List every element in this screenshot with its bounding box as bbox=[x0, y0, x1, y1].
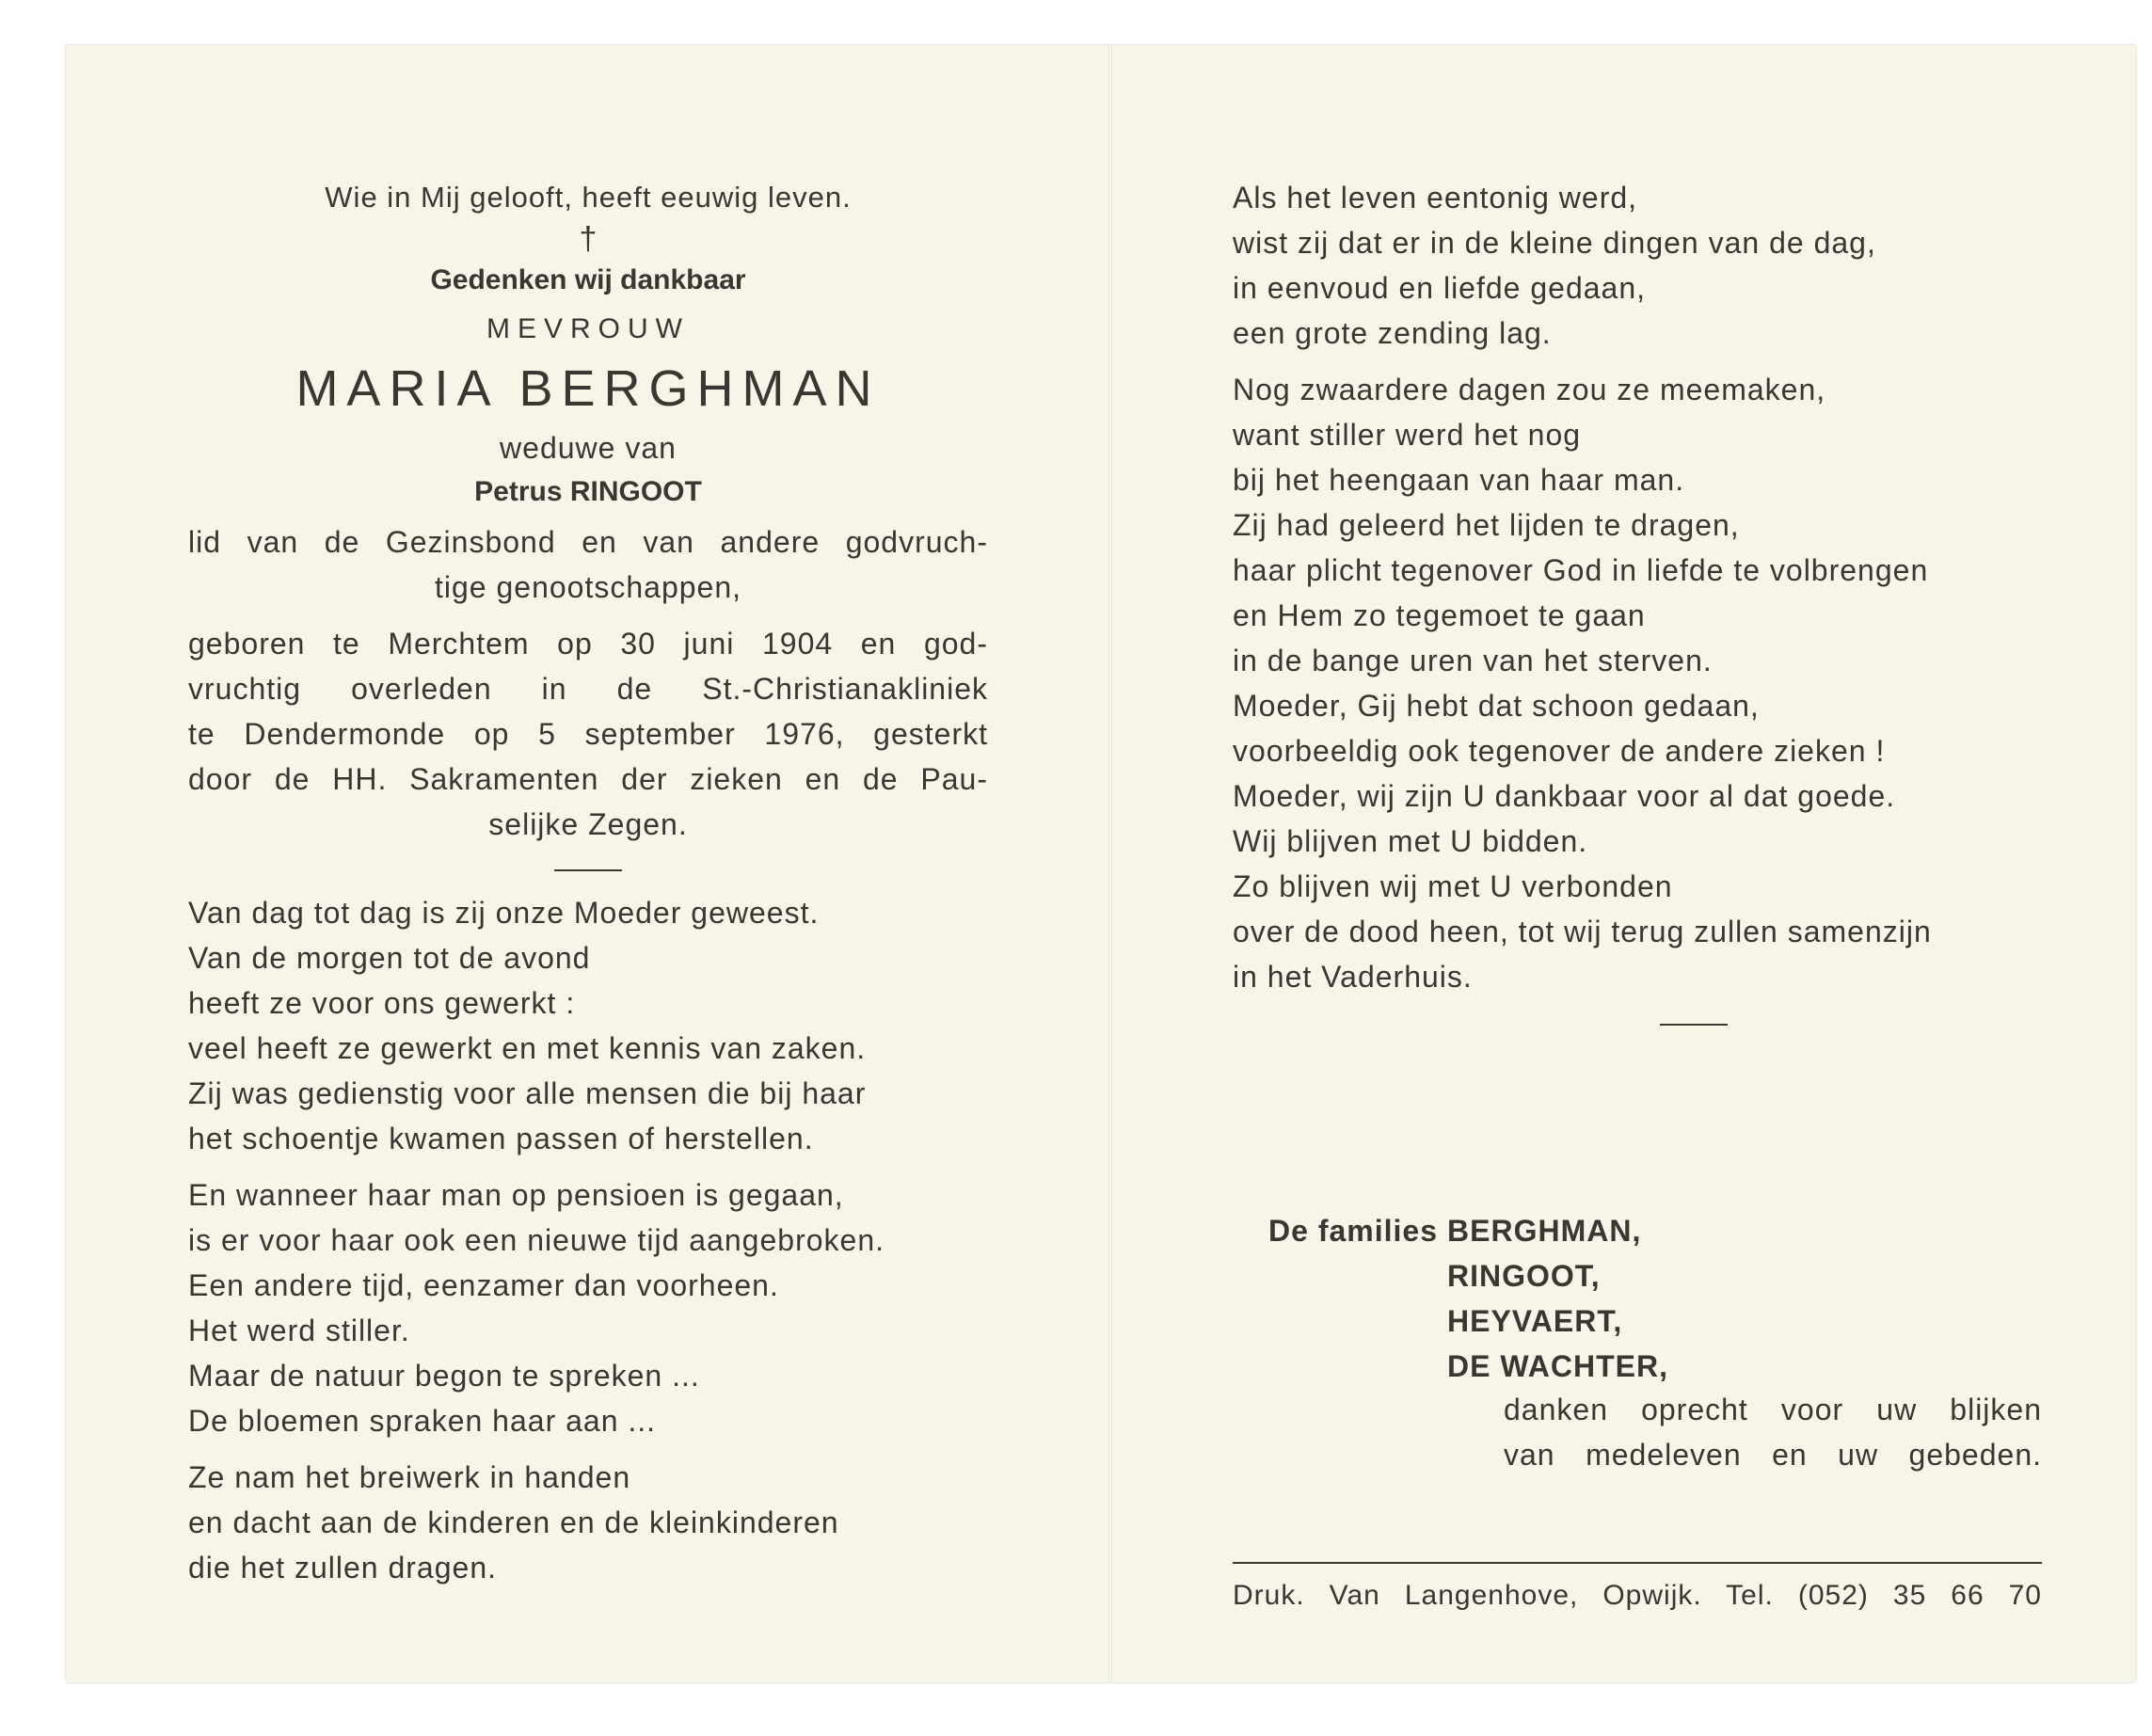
poem-stanza-1 bbox=[188, 890, 988, 1161]
left-panel bbox=[188, 45, 988, 1682]
family-row bbox=[1233, 1344, 2042, 1389]
poem-line: Ze nam het breiwerk in handen bbox=[188, 1460, 631, 1494]
poem-line: Als het leven eentonig werd, bbox=[1233, 181, 1638, 215]
poem-line: Zij had geleerd het lijden te dragen, bbox=[1233, 508, 1740, 542]
bio-line-1: geboren te Merchtem op 30 juni 1904 en god- bbox=[188, 627, 988, 661]
poem-line: het schoentje kwamen passen of herstellen. bbox=[188, 1122, 814, 1155]
poem-line: Een andere tijd, eenzamer dan voorheen. bbox=[188, 1268, 779, 1302]
separator-right bbox=[1660, 1024, 1728, 1026]
poem-line: Nog zwaardere dagen zou ze meemaken, bbox=[1233, 373, 1826, 406]
poem-line: Van de morgen tot de avond bbox=[188, 941, 591, 975]
poem-line: wist zij dat er in de kleine dingen van de dag, bbox=[1233, 226, 1876, 260]
poem-line: bij het heengaan van haar man. bbox=[1233, 463, 1685, 497]
family-name: BERGHMAN, bbox=[1447, 1214, 1642, 1248]
poem-line: over de dood heen, tot wij terug zullen samenzijn bbox=[1233, 915, 1932, 948]
separator bbox=[554, 869, 622, 871]
poem-stanza-right-2 bbox=[1233, 367, 2042, 999]
poem-line: Moeder, Gij hebt dat schoon gedaan, bbox=[1233, 689, 1760, 723]
poem-line: Moeder, wij zijn U dankbaar voor al dat goede. bbox=[1233, 779, 1896, 813]
bio-line-3: te Dendermonde op 5 september 1976, gesterkt bbox=[188, 717, 988, 751]
title-prefix: MEVROUW bbox=[486, 313, 690, 344]
printer-rule bbox=[1233, 1562, 2042, 1564]
gedenken-heading: Gedenken wij dankbaar bbox=[430, 264, 746, 295]
family-name: HEYVAERT, bbox=[1447, 1304, 1623, 1338]
poem-line: Zo blijven wij met U verbonden bbox=[1233, 869, 1673, 903]
poem-line: een grote zending lag. bbox=[1233, 316, 1552, 350]
poem-line: in eenvoud en liefde gedaan, bbox=[1233, 271, 1647, 305]
member-line-2: tige genootschappen, bbox=[434, 570, 742, 604]
poem-line: En wanneer haar man op pensioen is gegaan, bbox=[188, 1178, 844, 1212]
family-row bbox=[1233, 1298, 2042, 1344]
deceased-name: MARIA BERGHMAN bbox=[295, 360, 881, 417]
right-panel bbox=[1233, 45, 2042, 1682]
thanks-line-2: van medeleven en uw gebeden. bbox=[1504, 1438, 2042, 1472]
cross-icon: † bbox=[579, 221, 598, 257]
poem-line: Het werd stiller. bbox=[188, 1314, 410, 1347]
bio-line-5: selijke Zegen. bbox=[488, 807, 688, 841]
memorial-card bbox=[66, 45, 2136, 1682]
poem-line: heeft ze voor ons gewerkt : bbox=[188, 986, 576, 1020]
poem-line: en Hem zo tegemoet te gaan bbox=[1233, 598, 1646, 632]
family-name: RINGOOT, bbox=[1447, 1259, 1601, 1293]
poem-line: want stiller werd het nog bbox=[1233, 418, 1582, 452]
poem-stanza-2 bbox=[188, 1172, 988, 1443]
family-row bbox=[1233, 1208, 2042, 1253]
bio-line-2: vruchtig overleden in de St.-Christianakliniek bbox=[188, 672, 988, 706]
family-row bbox=[1233, 1253, 2042, 1298]
poem-line: Wij blijven met U bidden. bbox=[1233, 824, 1588, 858]
thanks-block bbox=[1504, 1387, 2042, 1477]
poem-line: voorbeeldig ook tegenover de andere zieken ! bbox=[1233, 734, 1886, 768]
poem-stanza-3 bbox=[188, 1455, 988, 1590]
poem-line: in de bange uren van het sterven. bbox=[1233, 644, 1713, 677]
families-label: De families bbox=[1268, 1214, 1438, 1248]
bio-line-4: door de HH. Sakramenten der zieken en de Pau- bbox=[188, 762, 988, 796]
poem-line: en dacht aan de kinderen en de kleinkinderen bbox=[188, 1505, 839, 1539]
poem-line: veel heeft ze gewerkt en met kennis van zaken. bbox=[188, 1031, 867, 1065]
families-block bbox=[1233, 1208, 2042, 1389]
poem-line: Maar de natuur begon te spreken ... bbox=[188, 1359, 700, 1393]
husband-name: Petrus RINGOOT bbox=[474, 476, 702, 507]
motto: Wie in Mij gelooft, heeft eeuwig leven. bbox=[325, 181, 852, 214]
widow-of-label: weduwe van bbox=[500, 431, 677, 465]
card-fold bbox=[1108, 45, 1112, 1682]
poem-line: is er voor haar ook een nieuwe tijd aangebroken. bbox=[188, 1223, 885, 1257]
poem-line: die het zullen dragen. bbox=[188, 1551, 497, 1585]
poem-line: Zij was gedienstig voor alle mensen die bij haar bbox=[188, 1076, 867, 1110]
printer-credit: Druk. Van Langenhove, Opwijk. Tel. (052) 35 66 70 bbox=[1233, 1580, 2042, 1611]
poem-stanza-right-1 bbox=[1233, 175, 2042, 356]
poem-line: De bloemen spraken haar aan ... bbox=[188, 1404, 657, 1438]
family-name: DE WACHTER, bbox=[1447, 1349, 1668, 1383]
poem-line: in het Vaderhuis. bbox=[1233, 960, 1473, 994]
poem-line: Van dag tot dag is zij onze Moeder geweest. bbox=[188, 896, 820, 930]
thanks-line-1: danken oprecht voor uw blijken bbox=[1504, 1393, 2042, 1426]
poem-line: haar plicht tegenover God in liefde te volbrengen bbox=[1233, 553, 1929, 587]
member-line-1: lid van de Gezinsbond en van andere godvruch- bbox=[188, 525, 988, 559]
